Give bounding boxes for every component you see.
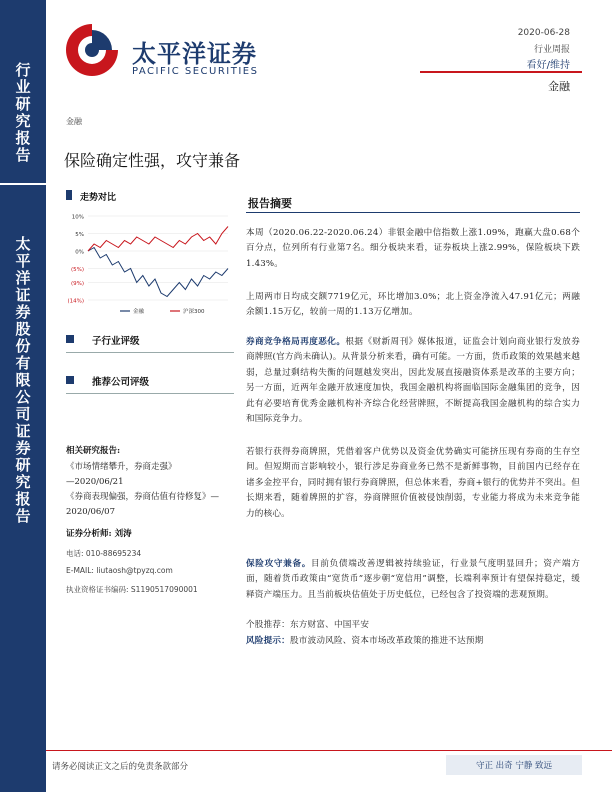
trend-chart xyxy=(60,208,232,318)
brand-cn: 太平洋证券 xyxy=(132,40,257,68)
y-tick-label: 10% xyxy=(71,214,84,221)
legend-label: 金融 xyxy=(133,309,145,315)
risk-lead: 风险提示： xyxy=(246,636,290,646)
risk-note xyxy=(246,634,580,649)
related-item[interactable]: 《市场情绪攀升，券商走强》 xyxy=(66,462,177,472)
rating: 看好/维持 xyxy=(526,60,570,71)
sb-char: 券 xyxy=(15,439,31,457)
company-title: 推荐公司评级 xyxy=(92,377,150,388)
sb-char: 限 xyxy=(15,371,31,389)
series-line-沪深300 xyxy=(88,227,228,252)
sb-char: 究 xyxy=(15,473,31,491)
sb-char: 证 xyxy=(15,286,31,304)
sb-char: 券 xyxy=(15,303,31,321)
summary-para-2: 上周两市日均成交额7719亿元，环比增加3.0%；北上资金净流入47.91亿元；两融余额1.15万亿，较前一周的1.13万亿增加。 xyxy=(246,292,580,318)
related-list xyxy=(66,460,236,520)
summary-rule xyxy=(246,212,580,213)
series-line-金融 xyxy=(88,248,228,297)
analyst-name: 证券分析师: 刘涛 xyxy=(66,529,132,539)
industry-label: 金融 xyxy=(548,80,570,93)
divider xyxy=(66,352,234,353)
footer-rule xyxy=(46,750,612,751)
para-body: 目前负债端改善逻辑被持续验证，行业景气度明显回升；资产端方面，随着货币政策由“宽货币”逐步朝“宽信用”调整，长端利率预计有望保持稳定，缓释资产端压力。且当前板块估值处于历史低位，已经包含了投资端的悲观预期。 xyxy=(246,559,580,600)
report-date: 2020-06-28 xyxy=(517,28,570,38)
sb-char: 报 xyxy=(15,490,31,508)
sb-char: 研 xyxy=(15,95,31,113)
report-type: 行业周报 xyxy=(533,45,570,55)
sb-char: 公 xyxy=(15,388,31,406)
para-lead: 保险攻守兼备。 xyxy=(246,559,312,569)
summary-para-5 xyxy=(246,557,580,603)
section-marker xyxy=(66,335,74,343)
sb-char: 洋 xyxy=(15,269,31,287)
trend-title: 走势对比 xyxy=(80,193,117,203)
sb-char: 研 xyxy=(15,456,31,474)
sb-char: 司 xyxy=(15,405,31,423)
footer-motto: 守正 出奇 宁静 致远 xyxy=(446,755,582,775)
sidebar-top-label xyxy=(0,62,46,164)
sb-char: 业 xyxy=(15,78,31,96)
related-title: 相关研究报告: xyxy=(66,446,121,456)
divider xyxy=(66,393,234,394)
brand-en: PACIFIC SECURITIES xyxy=(132,66,259,77)
related-item: —2020/06/21 xyxy=(66,477,124,487)
sb-char: 份 xyxy=(15,337,31,355)
analyst-phone: 电话: 010-88695234 xyxy=(66,549,142,558)
y-tick-label: (14%) xyxy=(67,298,84,305)
trend-chart-svg xyxy=(60,208,232,318)
sb-char: 究 xyxy=(15,112,31,130)
sb-char: 股 xyxy=(15,320,31,338)
page-title: 保险确定性强，攻守兼备 xyxy=(64,151,241,170)
sb-char: 太 xyxy=(15,235,31,253)
summary-para-4: 若银行获得券商牌照，凭借着客户优势以及资金优势确实可能挤压现有券商的生存空间。但短期而言影响较小，银行涉足券商业务已然不是新鲜事物，目前国内已经存在诸多金控平台，同时拥有银行券商牌照，但总体来看，券商+银行的优势并不突出。但长期来看，随着牌照的扩容，券商牌照价值被侵蚀削弱，专业能力将成为未来竞争能力的核心。 xyxy=(246,447,580,519)
sb-char: 告 xyxy=(15,146,31,164)
related-item[interactable]: 《券商表现偏强，券商估值有待修复》—2020/06/07 xyxy=(66,492,220,517)
footer-disclaimer: 请务必阅读正文之后的免责条款部分 xyxy=(52,762,189,772)
sb-char: 证 xyxy=(15,422,31,440)
y-tick-label: 0% xyxy=(75,249,84,256)
sb-char: 报 xyxy=(15,129,31,147)
y-tick-label: (9%) xyxy=(70,281,84,287)
stock-picks: 个股推荐：东方财富、中国平安 xyxy=(246,620,370,630)
analyst-license: 执业资格证书编码: S1190517090001 xyxy=(66,585,198,594)
para-body: 根据《财新周刊》媒体报道，证监会计划向商业银行发放券商牌照(官方尚未确认)。从背景分析来看，确有可能。一方面，货币政策的效果越来越弱，总量过剩结构失衡的问题越发突出，因此发展直接融资体系是改革的主要方向；另一方面，近两年金融开放速度加快，我国金融机构将面临国际金融集团的竞争，因此有必要培育优秀金融机构补齐综合化经营牌照，不断提高我国金融机构的综合实力和国际竞争力。 xyxy=(246,337,581,425)
summary-title: 报告摘要 xyxy=(248,197,292,210)
legend-label: 沪深300 xyxy=(183,309,205,315)
risk-body: 股市波动风险、资本市场改革政策的推进不达预期 xyxy=(289,636,484,646)
sb-char: 告 xyxy=(15,507,31,525)
y-tick-label: (5%) xyxy=(70,267,84,273)
industry-tag: 金融 xyxy=(66,117,82,126)
sidebar xyxy=(0,0,46,792)
sb-char: 行 xyxy=(15,61,31,79)
logo-mark xyxy=(62,20,122,80)
header-red-rule xyxy=(420,71,582,73)
subsector-title: 子行业评级 xyxy=(92,336,140,347)
section-marker xyxy=(66,190,72,200)
sidebar-bottom-label xyxy=(0,236,46,525)
summary-para-3 xyxy=(246,335,580,427)
sb-char: 平 xyxy=(15,252,31,270)
section-marker xyxy=(66,376,74,384)
y-tick-label: 5% xyxy=(75,232,84,238)
para-lead: 券商竞争格局再度恶化。 xyxy=(246,337,346,347)
sidebar-divider xyxy=(0,183,46,185)
analyst-email[interactable]: E-MAIL: liutaosh@tpyzq.com xyxy=(66,566,173,575)
summary-para-1: 本周（2020.06.22-2020.06.24）非银金融中信指数上涨1.09%，跑赢大盘0.68个百分点，位列所有行业第7名。细分板块来看，证券板块上涨2.99%，保险板块下跌1.43%。 xyxy=(246,228,580,269)
sb-char: 有 xyxy=(15,354,31,372)
